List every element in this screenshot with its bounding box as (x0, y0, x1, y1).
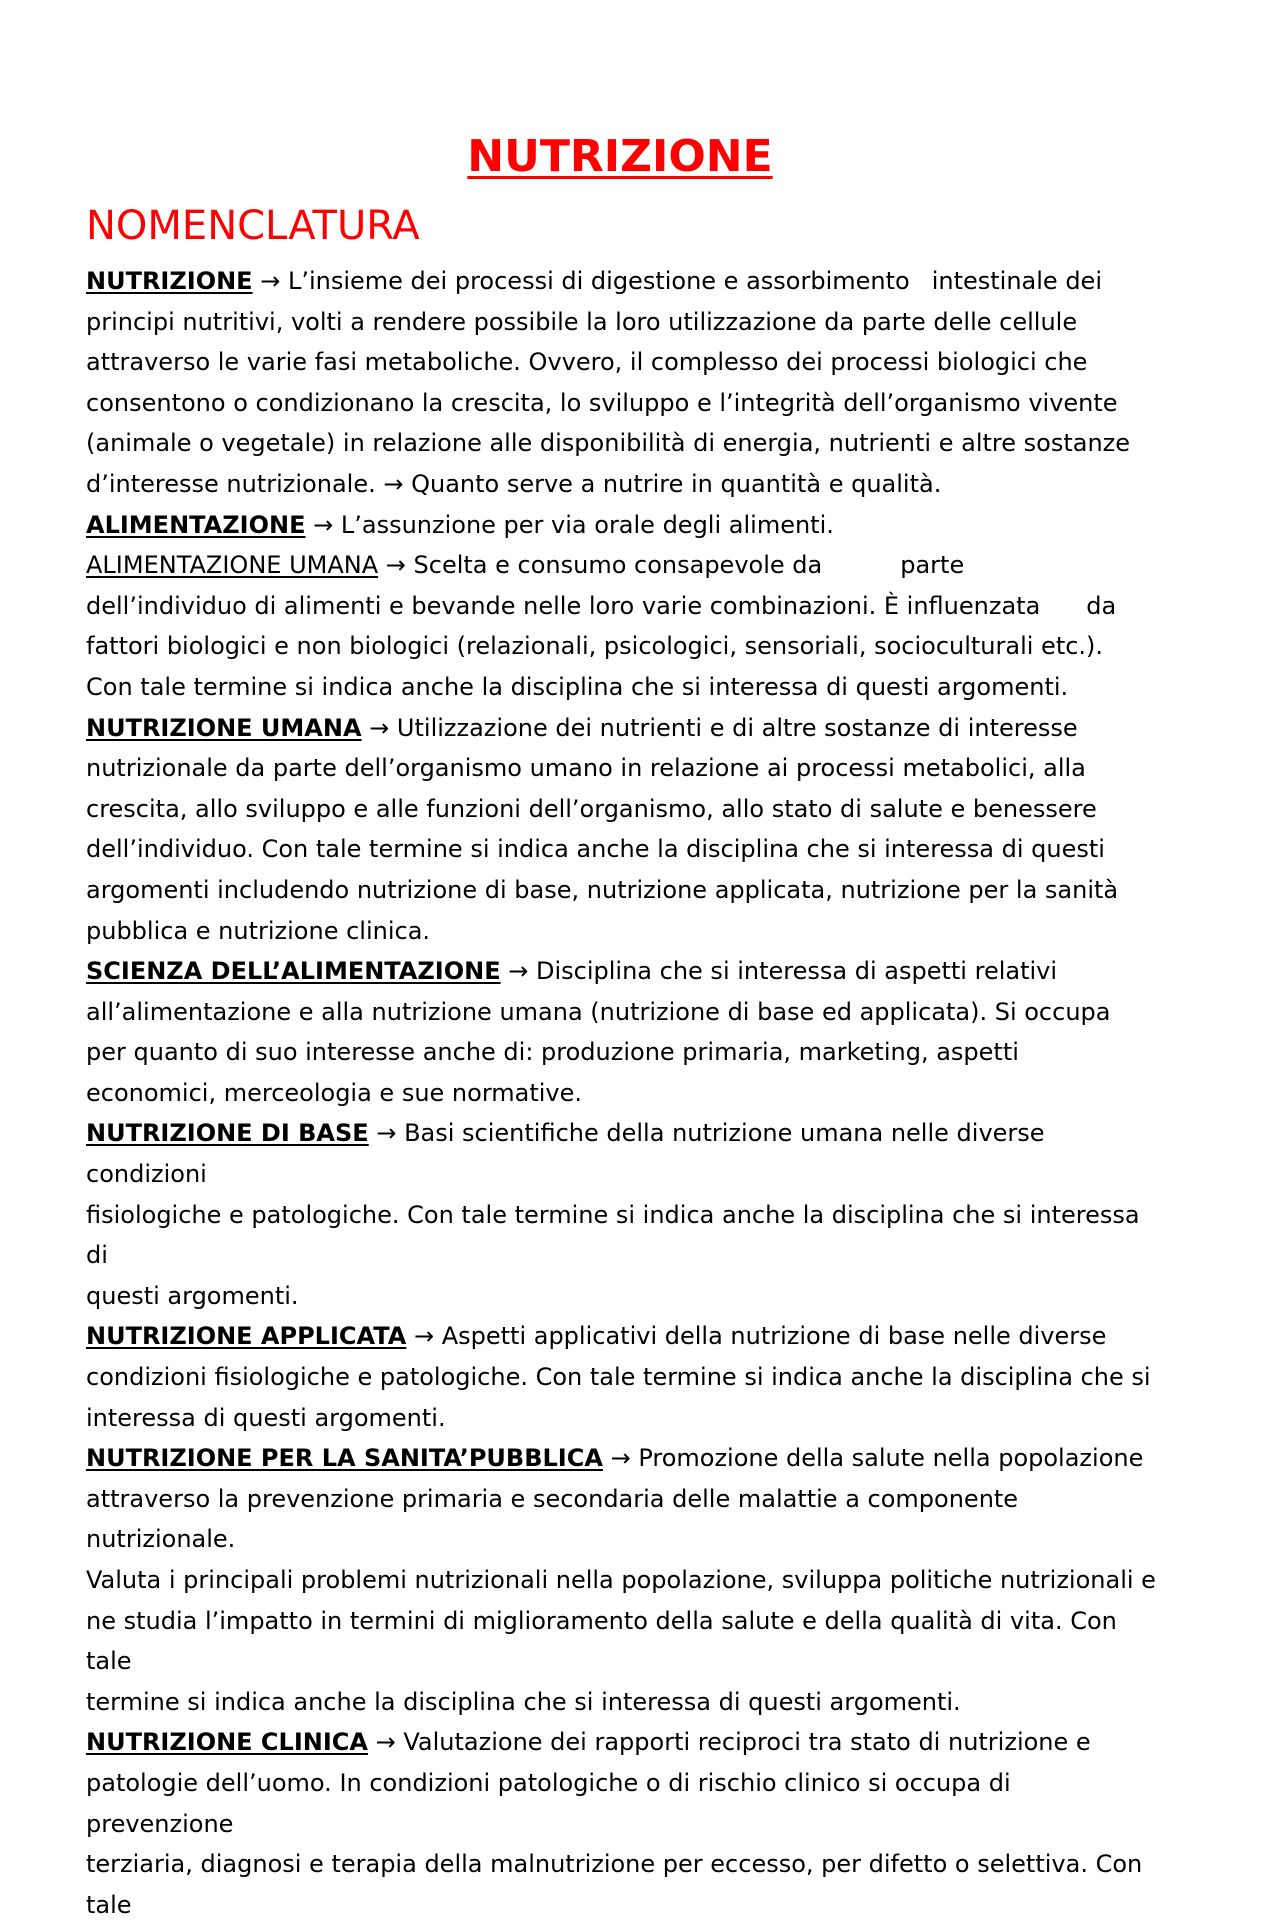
definition-term: NUTRIZIONE (86, 267, 253, 295)
definition-line: Valutazione dei rapporti reciproci tra stato di nutrizione e (403, 1728, 1091, 1757)
definition-term: NUTRIZIONE UMANA (86, 713, 362, 742)
definition-entry (86, 261, 1161, 505)
definition-line: patologie dell’uomo. In condizioni patologiche o di rischio clinico si occupa di prevenzione (86, 1768, 1011, 1838)
arrow-glyph: → (385, 551, 406, 580)
definition-term: NUTRIZIONE CLINICA (86, 1728, 368, 1757)
definition-line: attraverso la prevenzione primaria e secondaria delle malattie a componente nutrizionale. (86, 1484, 1019, 1554)
definition-line: Basi scientifiche della nutrizione umana nelle diverse condizioni (86, 1119, 1045, 1189)
definition-line: parte (900, 551, 965, 580)
document-body (86, 261, 1161, 1925)
definition-line: Promozione della salute nella popolazione (638, 1444, 1144, 1473)
definition-line: intestinale dei (931, 267, 1102, 295)
section-heading: NOMENCLATURA (86, 203, 420, 249)
definition-line: interessa di questi argomenti. (86, 1403, 446, 1432)
definition-line: da (1086, 591, 1117, 620)
definition-entry (86, 708, 1161, 952)
definition-entry (86, 951, 1161, 1113)
definition-line: nutrizionale da parte dell’organismo umano in relazione ai processi metabolici, alla (86, 754, 1086, 783)
arrow-glyph: → (508, 957, 529, 986)
definition-term: SCIENZA DELL’ALIMENTAZIONE (86, 957, 501, 986)
definition-line: principi nutritivi, volti a rendere possibile la loro utilizzazione da parte delle cellule (86, 307, 1078, 336)
definition-entry (86, 1316, 1161, 1438)
definition-line: crescita, allo sviluppo e alle funzioni dell’organismo, allo stato di salute e benessere (86, 794, 1097, 823)
definition-line: all’alimentazione e alla nutrizione umana (nutrizione di base ed applicata). Si occupa (86, 997, 1111, 1026)
arrow-glyph: → (413, 1322, 435, 1351)
arrow-glyph: → (260, 267, 281, 295)
arrow-glyph: → (313, 510, 334, 539)
arrow-glyph: → (376, 1119, 397, 1148)
definition-entry (86, 545, 1161, 707)
definition-line: Con tale termine si indica anche la disciplina che si interessa di questi argomenti. (86, 672, 1069, 701)
definition-line: consentono o condizionano la crescita, lo sviluppo e l’integrità dell’organismo vivente (86, 388, 1118, 417)
definition-line: Valuta i principali problemi nutrizionali nella popolazione, sviluppa politiche nutrizionali e (86, 1566, 1156, 1594)
definition-line: dell’individuo. Con tale termine si indica anche la disciplina che si interessa di questi (86, 835, 1105, 864)
definition-line: d’interesse nutrizionale. → Quanto serve a nutrire in quantità e qualità. (86, 469, 942, 498)
page-title: NUTRIZIONE (467, 131, 773, 182)
definition-line: fattori biologici e non biologici (relazionali, psicologici, sensoriali, socioculturali etc.). (86, 632, 1104, 661)
definition-line: L’assunzione per via orale degli alimenti. (340, 510, 834, 539)
definition-line: attraverso le varie fasi metaboliche. Ovvero, il complesso dei processi biologici che (86, 348, 1088, 377)
definition-line: dell’individuo di alimenti e bevande nelle loro varie combinazioni. È influenzata (86, 591, 1041, 620)
definition-entry (86, 1113, 1161, 1316)
definition-entry (86, 1438, 1161, 1722)
definition-line: (animale o vegetale) in relazione alle disponibilità di energia, nutrienti e altre sostanze (86, 429, 1131, 458)
arrow-glyph: → (369, 713, 390, 742)
definition-entry (86, 1722, 1161, 1925)
definition-line: argomenti includendo nutrizione di base, nutrizione applicata, nutrizione per la sanità (86, 875, 1119, 904)
definition-term: NUTRIZIONE PER LA SANITA’PUBBLICA (86, 1444, 603, 1473)
definition-line: condizioni fisiologiche e patologiche. Con tale termine si indica anche la disciplina che si (86, 1363, 1151, 1392)
definition-line: Disciplina che si interessa di aspetti relativi (536, 957, 1058, 986)
definition-line: pubblica e nutrizione clinica. (86, 916, 431, 945)
definition-line: terziaria, diagnosi e terapia della malnutrizione per eccesso, per difetto o selettiva. Con tale (86, 1850, 1143, 1919)
definition-term: NUTRIZIONE APPLICATA (86, 1322, 407, 1351)
definition-line: questi argomenti. (86, 1281, 299, 1310)
definition-line: Utilizzazione dei nutrienti e di altre sostanze di interesse (396, 713, 1078, 742)
definition-line: ne studia l’impatto in termini di miglioramento della salute e della qualità di vita. Con tale (86, 1606, 1117, 1676)
definition-line: economici, merceologia e sue normative. (86, 1078, 583, 1107)
definition-line: L’insieme dei processi di digestione e assorbimento (287, 267, 910, 295)
definition-line: fisiologiche e patologiche. Con tale termine si indica anche la disciplina che si interessa di (86, 1200, 1140, 1270)
definition-entry (86, 505, 1161, 546)
arrow-glyph: → (610, 1444, 631, 1473)
definition-term: ALIMENTAZIONE UMANA (86, 551, 379, 580)
definition-line: Scelta e consumo consapevole da (413, 551, 823, 580)
definition-line: termine si indica anche la disciplina che si interessa di questi argomenti. (86, 1687, 961, 1716)
definition-line: Aspetti applicativi della nutrizione di base nelle diverse (441, 1322, 1107, 1351)
definition-line: per quanto di suo interesse anche di: produzione primaria, marketing, aspetti (86, 1038, 1019, 1067)
definition-term: ALIMENTAZIONE (86, 510, 306, 539)
definition-term: NUTRIZIONE DI BASE (86, 1119, 369, 1148)
arrow-glyph: → (375, 1728, 396, 1757)
